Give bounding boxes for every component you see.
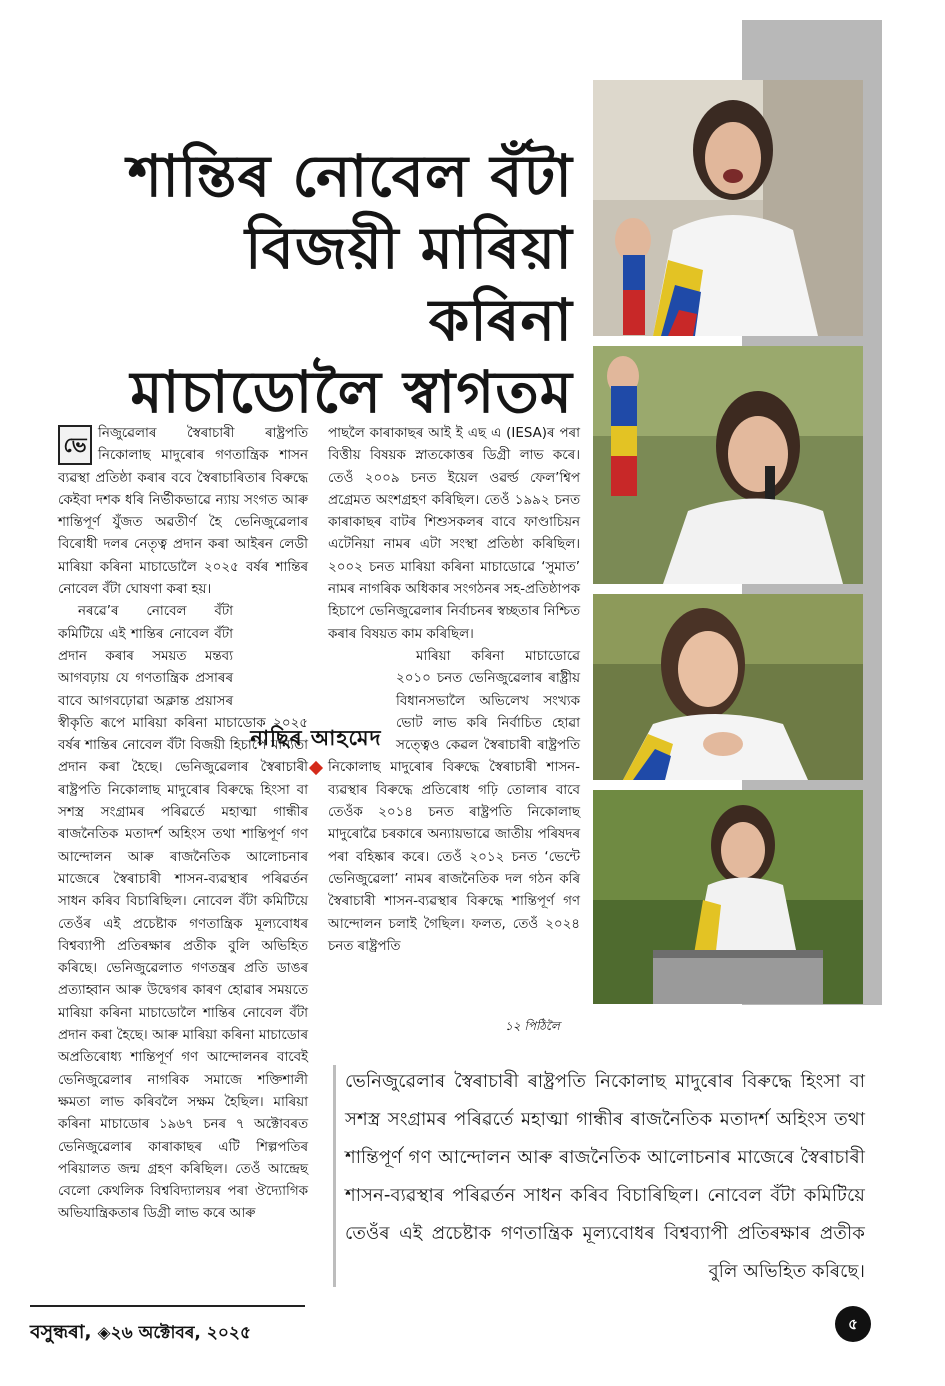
footer-rule <box>30 1305 305 1307</box>
photo-vehicle-rally <box>593 790 863 1004</box>
headline-line-1: শান্তিৰ নোবেল বঁটা <box>127 142 573 210</box>
footer <box>30 1318 251 1350</box>
headline-line-3: মাচাডোলৈ স্বাগতম <box>130 358 573 426</box>
col2-paragraph-1: পাছলৈ কাৰাকাছৰ আই ই এছ এ (IESA)ৰ পৰা বিত্তীয় বিষয়ক স্নাতকোত্তৰ ডিগ্ৰী লাভ কৰে। তেওঁ ২০০৯ চনত ইয়েল ওৱৰ্ল্ড ফেল’শ্বিপ প্ৰগ্ৰেমত অংশগ্ৰহণ কৰিছিল। তেওঁ ১৯৯২ চনত কাৰাকাছৰ বাটৰ শিশুসকলৰ বাবে ফাণ্ডাচিয়ন এটেনিয়া নামৰ এটা সংস্থা প্ৰতিষ্ঠা কৰিছিল। ২০০২ চনত মাৰিয়া কৰিনা মাচাডোৱে ‘সুমাত’ নামৰ নাগৰিক অধিকাৰ সংগঠনৰ সহ-প্ৰতিষ্ঠাপক হিচাপে ভেনিজুৱেলাৰ নিৰ্বাচনৰ স্বচ্ছতাৰ নিশ্চিত কৰাৰ বিষয়ত কাম কৰিছিল। <box>328 426 580 642</box>
author-name: নাছিৰ আহমেদ <box>250 726 382 750</box>
article-column-2 <box>328 423 580 958</box>
byline <box>232 722 400 773</box>
col2-paragraph-2: মাৰিয়া কৰিনা মাচাডোৱে ২০১০ চনত ভেনিজুৱেলাৰ ৰাষ্ট্ৰীয় বিধানসভালৈ অভিলেখ সংখ্যক ভোট লাভ কৰি নিৰ্বাচিত হোৱা সত্ত্বেও কেৱল স্বৈৰাচাৰী ৰাষ্ট্ৰপতি নিকোলাছ মাদুৰোৰ বিৰুদ্ধে স্বৈৰাচাৰী শাসন-ব্যৱস্থাৰ বিৰুদ্ধে প্ৰতিৰোধ গঢ়ি তোলাৰ বাবে তেওঁক ২০১৪ চনত ৰাষ্ট্ৰপতি নিকোলাছ মাদুৰোৱৈ চৰকাৰে অন্যায়ভাৱে জাতীয় পৰিষদৰ পৰা বহিষ্কাৰ কৰে। তেওঁ ২০১২ চনত ‘ভেন্টে ভেনিজুৱেলা’ নামৰ ৰাজনৈতিক দল গঠন কৰি স্বৈৰাচাৰী শাসন-ব্যৱস্থাৰ বিৰুদ্ধে শান্তিপূৰ্ণ গণ আন্দোলন চলাই গৈছিল। ফলত, তেওঁ ২০২৪ চনত ৰাষ্ট্ৰপতি <box>328 648 580 954</box>
headline <box>93 140 573 428</box>
headline-line-2: বিজয়ী মাৰিয়া কৰিনা <box>245 214 573 354</box>
issue-date: ◈২৬ অক্টোবৰ, ২০২৫ <box>97 1323 251 1343</box>
newspaper-name: বসুন্ধৰা, <box>30 1321 92 1343</box>
byline-diamond <box>309 761 323 775</box>
col1-paragraph-1: নিজুৱেলাৰ স্বৈৰাচাৰী ৰাষ্ট্ৰপতি নিকোলাছ মাদুৰোৰ গণতান্ত্ৰিক শাসন ব্যৱস্থা প্ৰতিষ্ঠা কৰাৰ ববে স্বৈৰাচাৰিতাৰ বিৰুদ্ধে কেইবা দশক ধৰি নিৰ্ভীকভাৱে ন্যায় সংগত আৰু শান্তিপূৰ্ণ যুঁজত অৱতীৰ্ণ হৈ ভেনিজুৱেলাৰ বিৰোধী দলৰ নেতৃত্ব প্ৰদান কৰা আইৰন লেডী মাৰিয়া কৰিনা মাচাডোলৈ ২০২৫ বৰ্ষৰ শান্তিৰ নোবেল বঁটা ঘোষণা কৰা হয়। <box>58 426 308 598</box>
pullquote-bar <box>333 1065 336 1287</box>
article-column-1 <box>58 423 308 1226</box>
page-number: ৫ <box>835 1306 871 1342</box>
pullquote: ভেনিজুৱেলাৰ স্বৈৰাচাৰী ৰাষ্ট্ৰপতি নিকোলাছ মাদুৰোৰ বিৰুদ্ধে হিংসা বা সশস্ত্ৰ সংগ্ৰামৰ পৰিৱৰ্তে মহাত্মা গান্ধীৰ ৰাজনৈতিক মতাদৰ্শ অহিংস তথা শান্তিপূৰ্ণ গণ আন্দোলন আৰু ৰাজনৈতিক আলোচনাৰ মাজেৰে স্বৈৰাচাৰী শাসন-ব্যৱস্থাৰ পৰিৱৰ্তন সাধন কৰিব বিচাৰিছিল। নোবেল বঁটা কমিটিয়ে তেওঁৰ এই প্ৰচেষ্টাক গণতান্ত্ৰিক মূল্যবোধৰ বিশ্বব্যাপী প্ৰতিৰক্ষাৰ প্ৰতীক বুলি অভিহিত কৰিছে। <box>345 1071 865 1282</box>
col1-paragraph-2: নৰৱে’ৰ নোবেল বঁটা কমিটিয়ে এই শান্তিৰ নোবেল বঁটা প্ৰদান কৰাৰ সময়ত মন্তব্য আগবঢ়ায় যে গণতান্ত্ৰিক প্ৰসাৰৰ বাবে আগবঢ়োৱা অক্লান্ত প্ৰয়াসৰ স্বীকৃতি ৰূপে মাৰিয়া কৰিনা মাচাডোক ২০২৫ বৰ্ষৰ শান্তিৰ নোবেল বঁটা বিজয়ী হিচাপে মান্যতা প্ৰদান কৰা হৈছে। ভেনিজুৱেলাৰ স্বৈৰাচাৰী ৰাষ্ট্ৰপতি নিকোলাছ মাদুৰোৰ বিৰুদ্ধে হিংসা বা সশস্ত্ৰ সংগ্ৰামৰ পৰিৱৰ্তে মহাত্মা গান্ধীৰ ৰাজনৈতিক মতাদৰ্শ অহিংস তথা শান্তিপূৰ্ণ গণ আন্দোলন আৰু ৰাজনৈতিক আলোচনাৰ মাজেৰে স্বৈৰাচাৰী শাসন-ব্যৱস্থাৰ পৰিৱৰ্তন সাধন কৰিব বিচাৰিছিল। নোবেল বঁটা কমিটিয়ে তেওঁৰ এই প্ৰচেষ্টাক গণতান্ত্ৰিক মূল্যবোধৰ বিশ্বব্যাপী প্ৰতিৰক্ষাৰ প্ৰতীক বুলি অভিহিত কৰিছে। ভেনিজুৱেলাত গণতন্ত্ৰৰ প্ৰতি ডাঙৰ প্ৰত্যাহ্বান আৰু উদ্বেগৰ কাৰণ হোৱাৰ সময়তে মাৰিয়া কৰিনা মাচাডোলৈ শান্তিৰ নোবেল বঁটা প্ৰদান কৰা হৈছে। আৰু মাৰিয়া কৰিনা মাচাডোৰ অপ্ৰতিৰোধ্য শান্তিপূৰ্ণ গণ আন্দোলনৰ বাবেই ভেনিজুৱেলাৰ নাগৰিক সমাজে শক্তিশালী ক্ষমতা লাভ কৰিবলৈ সক্ষম হৈছিল। মাৰিয়া কৰিনা মাচাডোৰ ১৯৬৭ চনৰ ৭ অক্টোবৰত ভেনিজুৱেলাৰ কাৰাকাছৰ এটি শিল্পপতিৰ পৰিয়ালত জন্ম গ্ৰহণ কৰিছিল। তেওঁ আন্দ্ৰেছ বেলো কেথলিক বিশ্ববিদ্যালয়ৰ পৰা ঔদ্যোগিক অভিযান্ত্ৰিকতাৰ ডিগ্ৰী লাভ কৰে আৰু <box>58 604 308 1222</box>
photo-cheering <box>593 80 863 336</box>
photo-hand-on-heart <box>593 594 863 780</box>
photo-microphone <box>593 346 863 584</box>
continued-on-page: ১২ পিঠিলৈ <box>505 1019 560 1033</box>
dropcap: ভে <box>58 425 92 465</box>
